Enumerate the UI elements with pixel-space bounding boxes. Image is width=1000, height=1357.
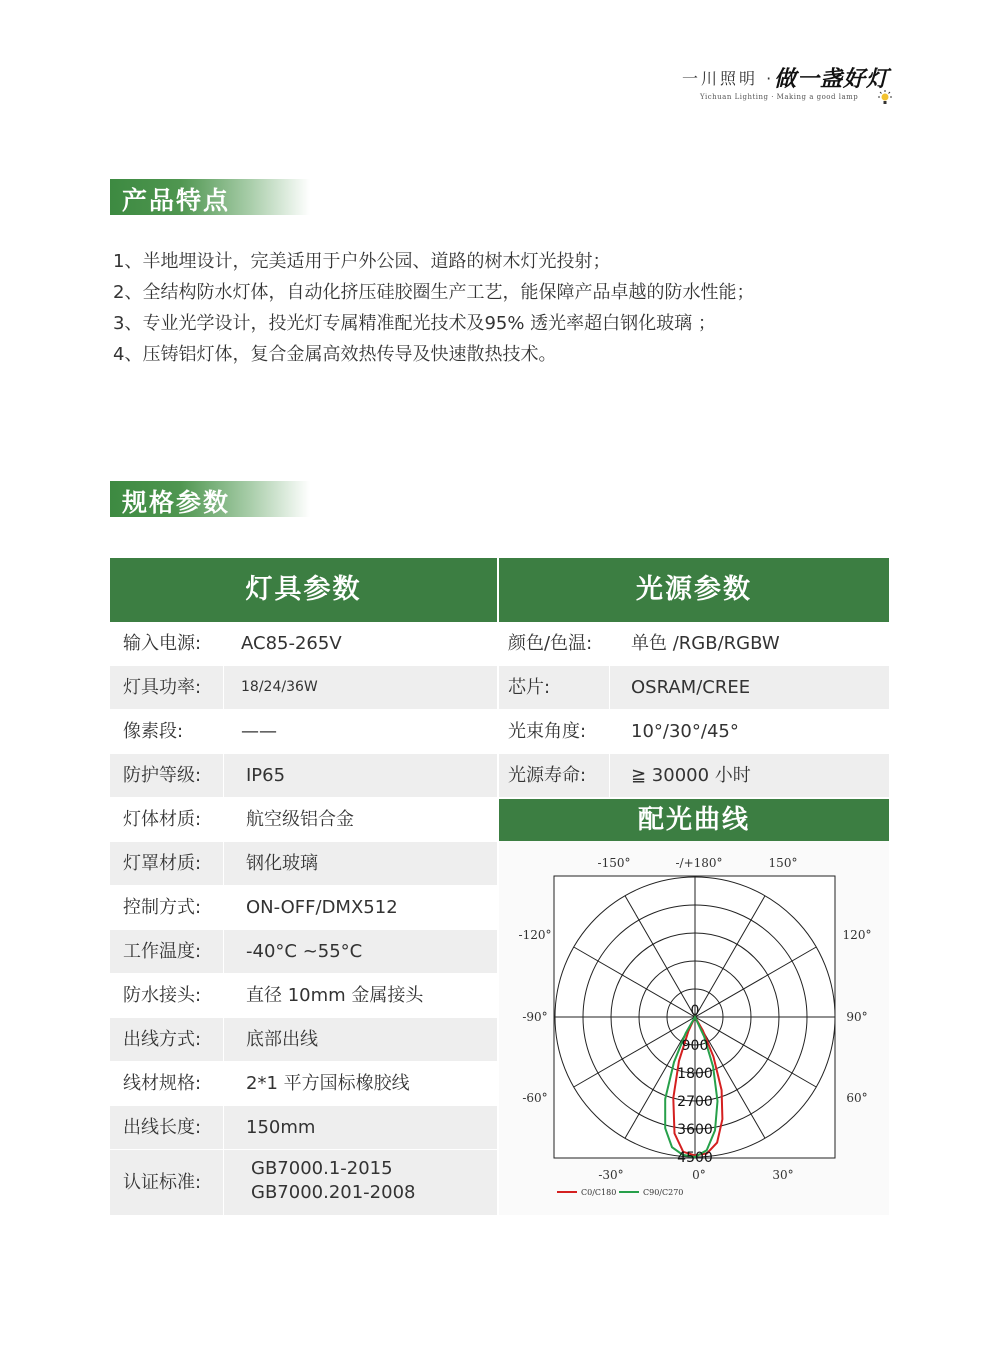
features-list: [113, 246, 754, 370]
spec-label: 颜色/色温:: [499, 622, 610, 665]
spec-label: 出线长度:: [110, 1106, 224, 1149]
angle-label: -150°: [597, 856, 631, 870]
spec-label: 控制方式:: [110, 886, 224, 929]
features-section-title: [110, 179, 310, 215]
spec-row: [110, 1150, 497, 1215]
spec-row: [499, 710, 889, 753]
spec-row: [499, 666, 889, 709]
feature-item: 3、专业光学设计，投光灯专属精准配光技术及95% 透光率超白钢化玻璃 ；: [113, 313, 716, 334]
spec-row: [110, 886, 497, 929]
spec-table: [110, 558, 889, 1215]
radial-label: 4500: [677, 1150, 713, 1166]
spec-label: 光源寿命:: [499, 754, 610, 797]
spec-label: 灯具功率:: [110, 666, 224, 709]
cert-standard: GB7000.1-2015: [251, 1158, 393, 1179]
spec-row: [110, 974, 497, 1017]
radial-label: 1800: [677, 1066, 713, 1082]
spec-value: 2*1 平方国标橡胶线: [246, 1073, 410, 1094]
spec-value: 底部出线: [246, 1029, 318, 1050]
spec-value: AC85-265V: [241, 633, 342, 654]
angle-label: 90°: [846, 1010, 868, 1024]
spec-label: 防水接头:: [110, 974, 224, 1017]
brand-english: Yichuan Lighting · Making a good lamp: [700, 93, 859, 101]
spec-row: [110, 1062, 497, 1105]
spec-label: 灯罩材质:: [110, 842, 224, 885]
spec-row: [110, 622, 497, 665]
angle-label: 120°: [842, 928, 872, 942]
angle-label: 60°: [846, 1091, 868, 1105]
feature-item: 1、半地埋设计，完美适用于户外公园、道路的树木灯光投射；: [113, 251, 611, 272]
spec-value: ≧ 30000 小时: [631, 765, 751, 786]
cert-standard: GB7000.201-2008: [251, 1182, 416, 1203]
lamp-params-header: 灯具参数: [110, 558, 497, 622]
light-curve-header: 配光曲线: [499, 799, 889, 841]
spec-row: [110, 842, 497, 885]
spec-label: 光束角度:: [499, 710, 610, 753]
features-title: 产品特点: [122, 186, 231, 215]
legend-label: C0/C180: [581, 1188, 617, 1197]
spec-value: 18/24/36W: [241, 679, 318, 695]
radial-label: 900: [681, 1038, 709, 1054]
angle-label: 150°: [768, 856, 798, 870]
spec-label: 线材规格:: [110, 1062, 224, 1105]
spec-value: 钢化玻璃: [246, 853, 318, 874]
angle-label: -60°: [522, 1091, 548, 1105]
spec-row: [110, 754, 497, 797]
radial-label: 3600: [677, 1122, 713, 1138]
spec-row: [499, 754, 889, 797]
spec-value: 单色 /RGB/RGBW: [631, 633, 780, 654]
radial-label: 2700: [677, 1094, 713, 1110]
spec-row: [110, 930, 497, 973]
spec-row: [499, 622, 889, 665]
angle-label: 0°: [692, 1168, 706, 1182]
spec-value: [235, 1157, 416, 1215]
spec-row: [110, 1106, 497, 1149]
spec-label: 像素段:: [110, 710, 224, 753]
brand-name: 一川照明 ·: [682, 69, 775, 88]
angle-label: -120°: [518, 928, 552, 942]
spec-label: 防护等级:: [110, 754, 224, 797]
angle-label: -/+180°: [675, 856, 723, 870]
specs-title: 规格参数: [122, 488, 231, 517]
spec-label: 灯体材质:: [110, 798, 224, 841]
angle-label: 30°: [772, 1168, 794, 1182]
bulb-icon: [878, 90, 892, 106]
spec-value: OSRAM/CREE: [631, 677, 751, 698]
radial-label: 0: [690, 1003, 700, 1019]
spec-row: [110, 798, 497, 841]
spec-label: 芯片:: [499, 666, 610, 709]
brand-slogan: 做一盏好灯: [774, 66, 890, 92]
specs-section-title: [110, 481, 310, 517]
spec-label: 工作温度:: [110, 930, 224, 973]
spec-row: [110, 1018, 497, 1061]
spec-value: 直径 10mm 金属接头: [246, 985, 424, 1006]
spec-label: 输入电源:: [110, 622, 224, 665]
brand-logo: [682, 62, 897, 110]
spec-label: 出线方式:: [110, 1018, 224, 1061]
legend-label: C90/C270: [643, 1188, 684, 1197]
spec-value: ON-OFF/DMX512: [246, 897, 398, 918]
spec-value: -40°C ~55°C: [246, 941, 363, 962]
spec-value: ——: [241, 721, 277, 742]
spec-row: [110, 666, 497, 709]
spec-value: 航空级铝合金: [246, 809, 354, 830]
spec-value: 10°/30°/45°: [631, 721, 739, 742]
spec-label: 认证标准:: [110, 1150, 224, 1215]
spec-value: 150mm: [246, 1117, 316, 1138]
spec-row: [110, 710, 497, 753]
light-params-header: 光源参数: [499, 558, 889, 622]
feature-item: 2、全结构防水灯体，自动化挤压硅胶圈生产工艺，能保障产品卓越的防水性能；: [113, 282, 755, 303]
light-curve-chart: [499, 841, 889, 1215]
angle-label: -30°: [598, 1168, 624, 1182]
polar-chart: [499, 841, 889, 1215]
feature-item: 4、压铸铝灯体，复合金属高效热传导及快速散热技术。: [113, 344, 557, 365]
angle-label: -90°: [522, 1010, 548, 1024]
spec-value: IP65: [246, 765, 286, 786]
